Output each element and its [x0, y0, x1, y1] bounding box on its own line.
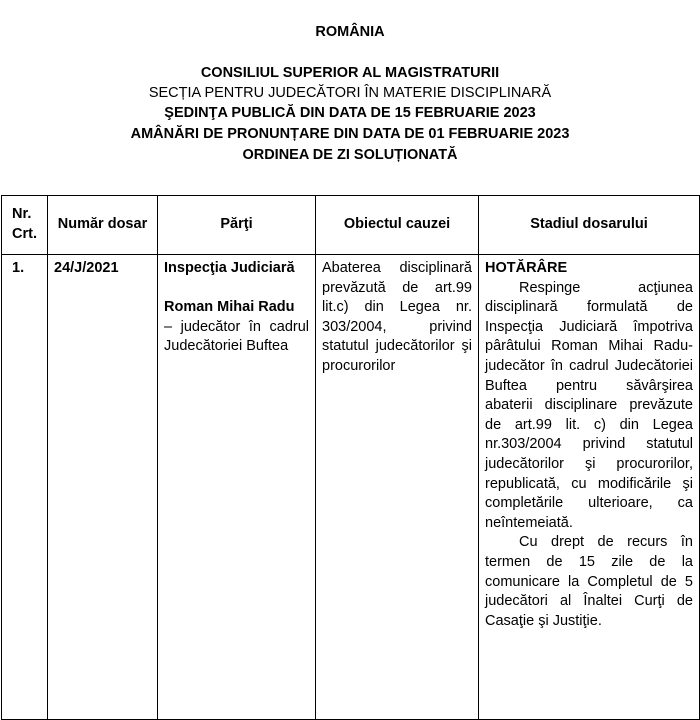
table-header-row [2, 196, 700, 255]
row-parties [158, 255, 316, 720]
status-ruling-text: Respinge acţiunea disciplinară formulată de Inspecţia Judiciară împotriva pârâtului Roman Mihai Radu- judecător în cadrul Judecătoriei Buftea pentru săvârşirea abaterii disciplinare prevăzute de art.99 lit. c) din Legea nr.303/2004 privind statutul judecătorilor şi procurorilor, republicată, cu modificările şi completările ulterioare, ca neîntemeiată. [485, 279, 693, 531]
row-object: Abaterea disciplinară prevăzută de art.99 lit.c) din Legea nr. 303/2004, privind statutul judecătorilor şi procurorilor [316, 255, 479, 720]
institution-title: CONSILIUL SUPERIOR AL MAGISTRATURII [200, 65, 500, 81]
status-appeal-text: Cu drept de recurs în termen de 15 zile de la comunicare la Completul de 5 judecători al Înaltei Curţi de Casaţie şi Justiţie. [485, 534, 693, 629]
row-nr: 1. [2, 255, 48, 720]
postponements-title: AMÂNĂRI DE PRONUNȚARE DIN DATA DE 01 FEBRUARIE 2023 [130, 126, 570, 142]
party-plaintiff: Inspecţia Judiciară [164, 260, 295, 276]
column-header-object: Obiectul cauzei [316, 196, 479, 255]
section-title: SECȚIA PENTRU JUDECĂTORI ÎN MATERIE DISCIPLINARĂ [148, 85, 552, 101]
row-status [479, 255, 700, 720]
column-header-nr-line2: Crt. [12, 226, 37, 242]
status-title: HOTĂRÂRE [485, 260, 568, 276]
country-title: ROMÂNIA [315, 24, 385, 40]
party-defendant-role: – judecător în cadrul Judecătoriei Buftea [164, 318, 309, 355]
table-row [2, 255, 700, 720]
column-header-nr-line1: Nr. [12, 206, 32, 223]
session-title: ŞEDINŢA PUBLICĂ DIN DATA DE 15 FEBRUARIE 2023 [164, 105, 536, 121]
column-header-case-number: Număr dosar [48, 196, 158, 255]
agenda-table [1, 195, 700, 720]
agenda-title: ORDINEA DE ZI SOLUȚIONATĂ [242, 147, 458, 163]
party-defendant-name: Roman Mihai Radu [164, 299, 295, 316]
column-header-status: Stadiul dosarului [479, 196, 700, 255]
column-header-parties: Părţi [158, 196, 316, 255]
column-header-nr [2, 196, 48, 255]
row-case-number: 24/J/2021 [48, 255, 158, 720]
